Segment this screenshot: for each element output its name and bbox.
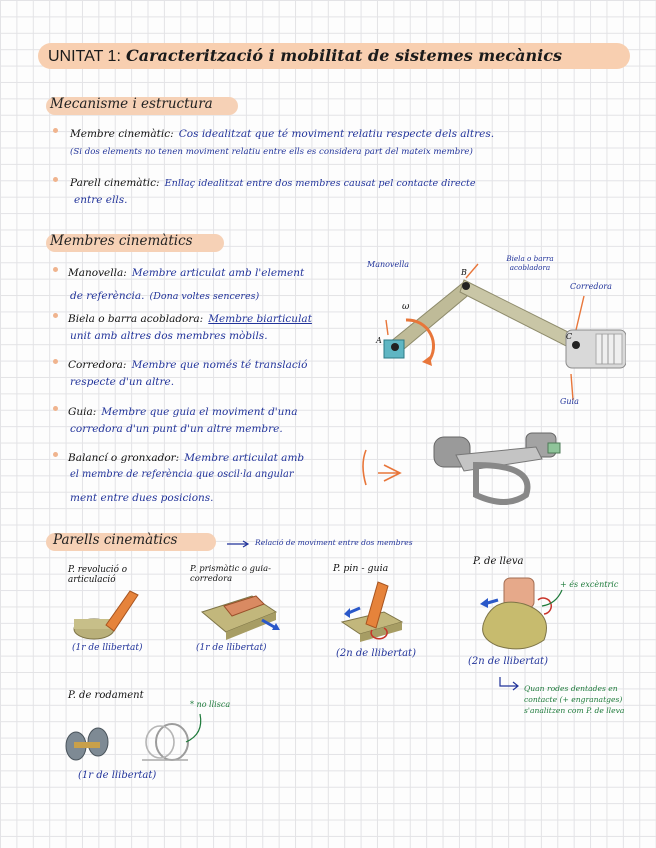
def-parell-cinematic: Enllaç idealitzat entre dos membres causat pel contacte directe: [164, 178, 476, 189]
corredora-line1: [68, 353, 307, 372]
bullet: [53, 359, 58, 364]
parell-rodament-figure: [60, 712, 200, 772]
parell-lleva-figure: [474, 574, 558, 654]
parell-lleva-gear-note: Quan rodes dentades en contacte (+ engranatges) s'analitzen com P. de lleva: [524, 684, 625, 715]
parell-lleva-note: + és excèntric: [560, 580, 619, 589]
parell-pin-guia-label: P. pin - guia: [333, 563, 389, 574]
sec1-item2-line2: entre ells.: [74, 194, 128, 206]
parell-lleva-label: P. de lleva: [473, 556, 524, 567]
diagram-omega: ω: [402, 302, 410, 312]
bullet: [53, 267, 58, 272]
parell-pin-guia-figure: [336, 578, 416, 644]
diagram-label-manovella: Manovella: [367, 260, 410, 269]
diagram-point-b: B: [461, 268, 467, 277]
sec1-item1-line1: [70, 122, 494, 141]
title-main: Caracterització i mobilitat de sistemes mecànics: [126, 46, 562, 65]
def-biela: Membre biarticulat: [208, 313, 312, 325]
parell-rodament-note: * no llisca: [190, 700, 231, 709]
sec1-item1-line2: (Si dos elements no tenen moviment relatiu entre ells es considera part del mateix membre): [70, 147, 473, 157]
biela-line2: unit amb altres dos membres mòbils.: [70, 330, 268, 342]
term-guia: Guia:: [68, 406, 97, 418]
biela-line1: [68, 307, 312, 326]
parell-revolucio-dof: (1r de llibertat): [72, 643, 143, 653]
green-arrow-icon: [180, 712, 210, 746]
parell-revolucio-figure: [70, 585, 150, 643]
bullet: [53, 452, 58, 457]
term-corredora: Corredora:: [68, 359, 127, 371]
parell-rodament-label: P. de rodament: [68, 690, 144, 701]
parell-revolucio-label: P. revolució o articulació: [68, 565, 128, 585]
parell-rodament-dof: (1r de llibertat): [78, 770, 157, 781]
crank-slider-diagram: [366, 250, 626, 415]
bullet: [53, 313, 58, 318]
title-prefix: UNITAT 1:: [48, 48, 121, 65]
def-balanci: Membre articulat amb: [184, 452, 305, 464]
def-membre-cinematic: Cos idealitzat que té moviment relatiu respecte dels altres.: [178, 128, 495, 140]
corner-arrow-icon: [498, 676, 522, 692]
guia-line2: corredora d'un punt d'un altre membre.: [70, 423, 283, 435]
guia-line1: [68, 400, 297, 419]
corredora-line2: respecte d'un altre.: [70, 376, 175, 388]
diagram-label-corredora: Corredora: [570, 282, 612, 291]
def-manovella: Membre articulat amb l'element: [131, 267, 305, 279]
def-manovella-2: de referència.: [70, 290, 145, 302]
balanci-line3: ment entre dues posicions.: [70, 492, 214, 504]
diagram-point-c: C: [566, 332, 573, 341]
parell-prismatic-figure: [196, 590, 286, 640]
bullet: [53, 177, 58, 182]
diagram-point-a: A: [376, 336, 382, 345]
term-biela: Biela o barra acobladora:: [68, 313, 204, 325]
sec1-item2-line1: [70, 171, 476, 190]
bullet: [53, 128, 58, 133]
sec3-arrow-note: Relació de moviment entre dos membres: [255, 538, 413, 547]
green-arrow-icon: [538, 588, 564, 610]
diagram-label-guia: Guia: [560, 397, 579, 406]
arrow-right-icon: [226, 540, 252, 548]
term-membre-cinematic: Membre cinemàtic:: [70, 128, 174, 140]
balanci-line2: el membre de referència que oscil·la angular: [70, 469, 294, 480]
sec2-heading: Membres cinemàtics: [50, 233, 193, 249]
balanci-illustration: [356, 425, 566, 510]
term-balanci: Balancí o gronxador:: [68, 452, 180, 464]
term-parell-cinematic: Parell cinemàtic:: [70, 177, 160, 189]
parell-prismatic-label: P. prismàtic o guia-corredora: [190, 563, 271, 583]
balanci-line1: [68, 446, 304, 465]
def-corredora: Membre que només té translació: [131, 359, 308, 371]
sec3-heading: Parells cinemàtics: [53, 532, 178, 548]
parell-pin-guia-dof: (2n de llibertat): [336, 648, 416, 659]
note-manovella: (Dona voltes senceres): [149, 291, 260, 302]
term-manovella: Manovella:: [68, 267, 127, 279]
bullet: [53, 406, 58, 411]
page-title: [48, 46, 562, 66]
parell-lleva-dof: (2n de llibertat): [468, 656, 548, 667]
parell-prismatic-dof: (1r de llibertat): [196, 643, 267, 653]
manovella-line1: [68, 261, 304, 280]
def-guia: Membre que guia el moviment d'una: [101, 406, 298, 418]
diagram-label-biela: Biela o barra acobladora: [506, 254, 554, 272]
manovella-line2: [70, 284, 259, 303]
sec1-heading: Mecanisme i estructura: [50, 96, 213, 112]
